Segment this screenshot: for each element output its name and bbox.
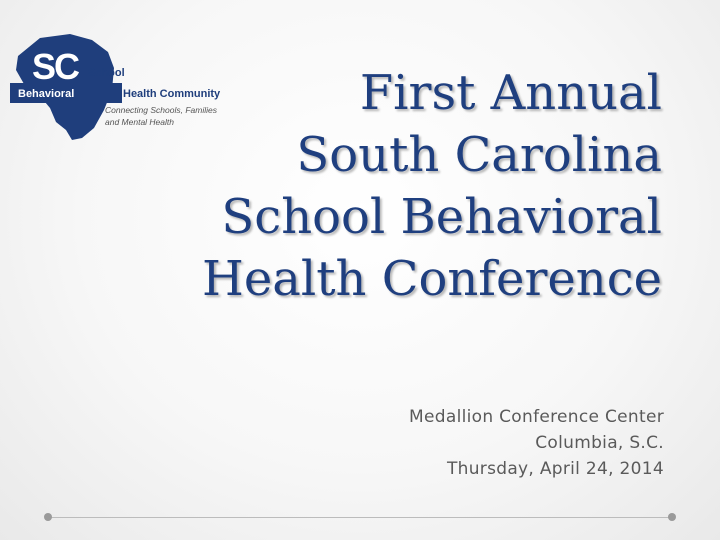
logo-tagline-line-1: Connecting Schools, Families [105, 105, 217, 115]
title-line: School Behavioral [221, 189, 662, 245]
slide-title [22, 62, 662, 310]
logo-behavioral-text: Behavioral [18, 88, 75, 100]
footer-dot-left [44, 513, 52, 521]
footer-rule [48, 517, 672, 518]
date-text: Thursday, April 24, 2014 [446, 459, 664, 479]
title-line: South Carolina [296, 127, 662, 183]
logo-tagline-line-2: and Mental Health [105, 117, 174, 127]
logo-school-text: School [88, 67, 125, 79]
logo-health-community-text: Health Community [123, 88, 221, 100]
title-line: First Annual [359, 65, 662, 121]
slide-subtitle [244, 404, 664, 482]
venue-text: Medallion Conference Center [409, 407, 664, 427]
logo-sc-text: SC [32, 46, 79, 87]
location-text: Columbia, S.C. [535, 433, 664, 453]
title-line: Health Conference [202, 251, 662, 307]
footer-dot-right [668, 513, 676, 521]
